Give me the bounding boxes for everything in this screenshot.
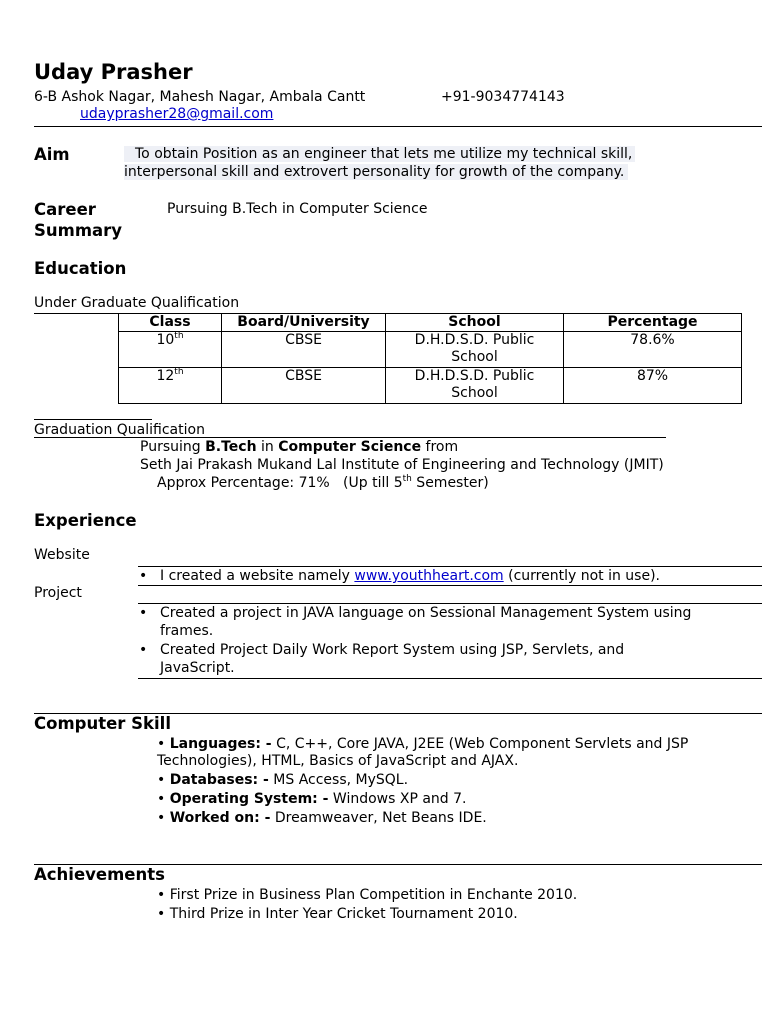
header-divider	[34, 126, 762, 127]
bullet-icon: •	[139, 605, 148, 621]
skill-os: • Operating System: - Windows XP and 7.	[157, 791, 467, 807]
table-divider	[34, 419, 152, 420]
computer-skill-heading: Computer Skill	[34, 714, 171, 733]
email-link[interactable]: udayprasher28@gmail.com	[80, 106, 274, 122]
class-cell: 12th	[119, 368, 222, 404]
education-table	[118, 313, 742, 404]
board-cell: CBSE	[222, 368, 386, 404]
education-heading: Education	[34, 259, 127, 278]
school-cell: D.H.D.S.D. Public School	[386, 368, 564, 404]
grad-line-2: Seth Jai Prakash Mukand Lal Institute of Engineering and Technology (JMIT)	[140, 457, 664, 473]
grad-heading-underline	[34, 437, 666, 438]
bullet-icon: •	[157, 887, 166, 903]
project-item-1-line2: frames.	[160, 623, 214, 639]
skill-languages: • Languages: - C, C++, Core JAVA, J2EE (Web Component Servlets and JSP	[157, 736, 689, 752]
skill-worked-on: • Worked on: - Dreamweaver, Net Beans IDE.	[157, 810, 487, 826]
bullet-icon: •	[157, 772, 166, 788]
percentage-cell: 78.6%	[564, 332, 742, 368]
class-cell: 10th	[119, 332, 222, 368]
project-item-2-line1: Created Project Daily Work Report System using JSP, Servlets, and	[160, 642, 625, 658]
percentage-cell: 87%	[564, 368, 742, 404]
list-item: • First Prize in Business Plan Competition in Enchante 2010.	[157, 887, 578, 903]
website-item: I created a website namely www.youthheart.com (currently not in use).	[160, 568, 660, 584]
board-cell: CBSE	[222, 332, 386, 368]
bullet-icon: •	[157, 736, 166, 752]
column-header-board: Board/University	[222, 314, 386, 332]
project-bottom-divider	[138, 678, 762, 679]
career-summary-text: Pursuing B.Tech in Computer Science	[167, 201, 428, 217]
bullet-icon: •	[157, 810, 166, 826]
project-item-2-line2: JavaScript.	[160, 660, 235, 676]
column-header-school: School	[386, 314, 564, 332]
address: 6-B Ashok Nagar, Mahesh Nagar, Ambala Cantt	[34, 89, 366, 105]
project-item-1-line1: Created a project in JAVA language on Sessional Management System using	[160, 605, 692, 621]
bullet-icon: •	[157, 791, 166, 807]
website-item-divider	[138, 585, 762, 586]
table-row	[119, 368, 742, 404]
website-link[interactable]: www.youthheart.com	[354, 568, 504, 584]
grad-qualification-heading: Graduation Qualification	[34, 422, 205, 438]
table-header-row	[119, 314, 742, 332]
project-heading: Project	[34, 585, 82, 601]
website-heading: Website	[34, 547, 90, 563]
bullet-icon: •	[139, 568, 148, 584]
skill-databases: • Databases: - MS Access, MySQL.	[157, 772, 409, 788]
bullet-icon: •	[139, 642, 148, 658]
list-item: • Third Prize in Inter Year Cricket Tournament 2010.	[157, 906, 518, 922]
phone-number: +91-9034774143	[441, 89, 565, 105]
achievements-heading: Achievements	[34, 865, 165, 884]
website-divider	[138, 566, 762, 567]
career-heading-line1: Career	[34, 200, 96, 219]
table-row	[119, 332, 742, 368]
aim-text-line2: interpersonal skill and extrovert personality for growth of the company.	[124, 164, 628, 180]
column-header-percentage: Percentage	[564, 314, 742, 332]
grad-line-1: Pursuing B.Tech in Computer Science from	[140, 439, 459, 455]
project-divider	[138, 603, 762, 604]
skill-languages-cont: Technologies), HTML, Basics of JavaScript and AJAX.	[157, 753, 519, 769]
ug-qualification-heading: Under Graduate Qualification	[34, 295, 240, 311]
school-cell: D.H.D.S.D. Public School	[386, 332, 564, 368]
resume-name: Uday Prasher	[34, 60, 193, 84]
aim-heading: Aim	[34, 145, 70, 164]
column-header-class: Class	[119, 314, 222, 332]
aim-text-line1: To obtain Position as an engineer that lets me utilize my technical skill,	[124, 146, 635, 162]
experience-heading: Experience	[34, 511, 137, 530]
career-heading-line2: Summary	[34, 221, 123, 240]
bullet-icon: •	[157, 906, 166, 922]
grad-line-3: Approx Percentage: 71% (Up till 5th Semester)	[157, 474, 489, 491]
